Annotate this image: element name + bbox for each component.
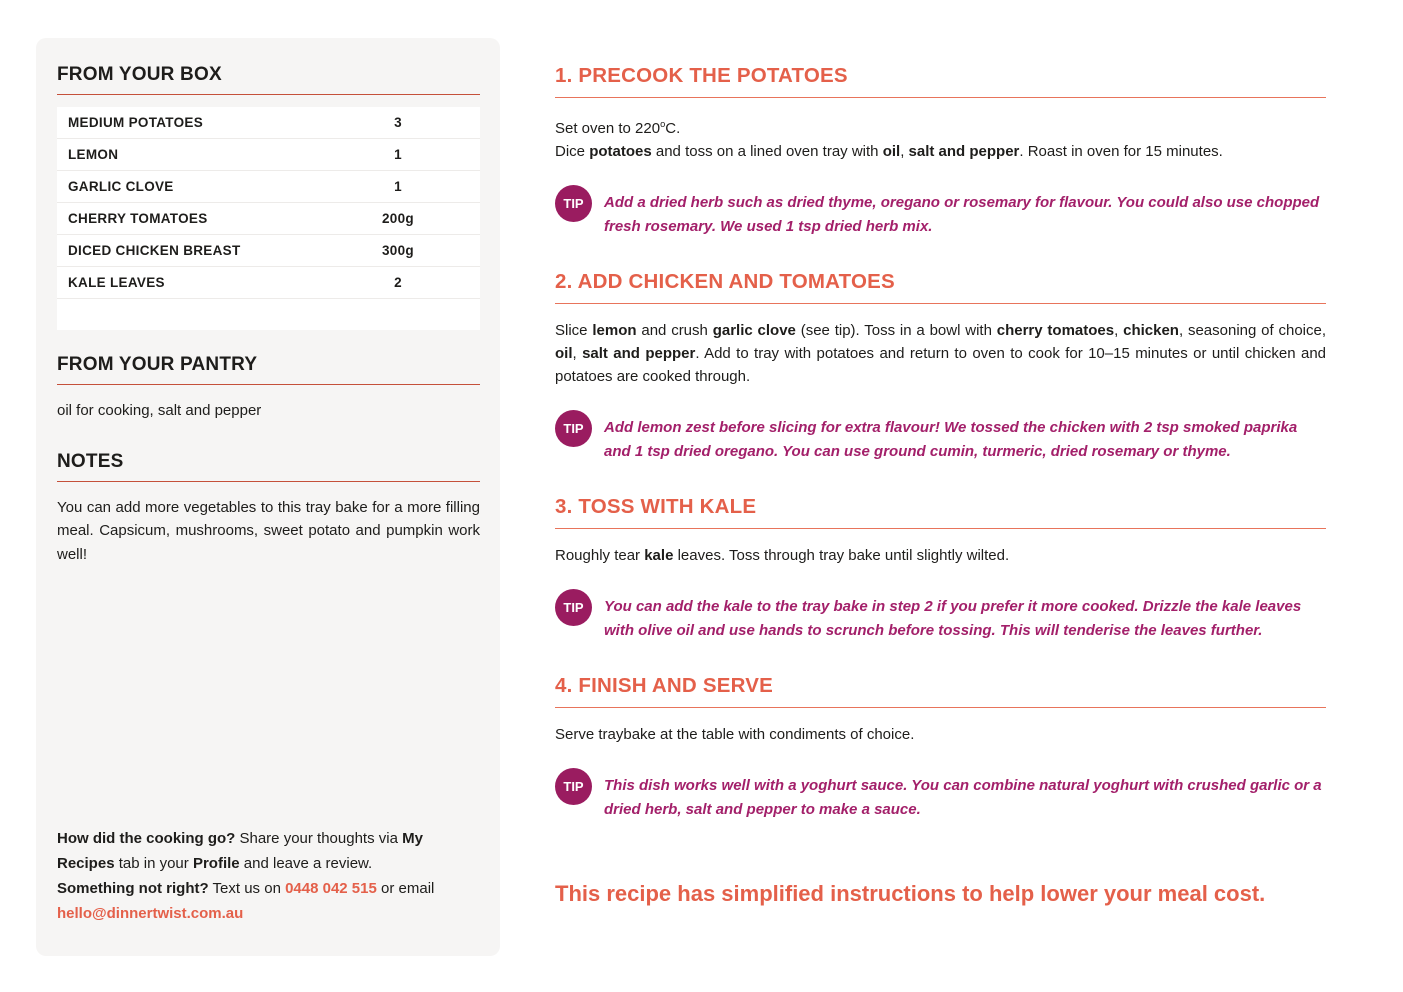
text-segment: . Roast in oven for 15 minutes. [1019,143,1223,160]
from-your-pantry-title: FROM YOUR PANTRY [57,354,258,375]
text-segment: Profile [192,855,240,872]
text-segment: leaves. Toss through tray bake until slightly wilted. [673,547,1010,564]
ingredient-amount: 1 [394,147,402,162]
ingredient-row [57,267,480,299]
step-2 [555,270,1326,463]
text-segment: and toss on a lined oven tray with [651,143,883,160]
text-segment: Share your thoughts via [235,830,403,847]
text-segment: Set oven to 220 [555,120,661,137]
text-segment: Roughly tear [555,547,645,564]
from-your-box-section [57,64,480,330]
step-3 [555,495,1326,642]
tip-3 [555,588,1326,642]
text-segment: Serve traybake at the table with condiments of choice. [555,726,915,743]
step-1 [555,64,1326,238]
text-segment: kale [644,547,674,564]
step-4 [555,674,1326,821]
text-segment: How did the cooking go? [57,830,236,847]
from-your-pantry-section [57,354,480,423]
step-2-title: 2. ADD CHICKEN AND TOMATOES [555,270,895,293]
text-segment: C. [665,120,681,137]
text-segment: , seasoning of choice, [1178,322,1327,339]
ingredient-name: LEMON [68,147,119,162]
ingredient-name: CHERRY TOMATOES [68,211,208,226]
ingredient-name: KALE LEAVES [68,275,165,290]
notes-section [57,451,480,567]
tip-badge: TIP [555,589,592,626]
text-segment: garlic clove [712,322,796,339]
step-3-text [555,544,1326,567]
text-segment: salt and pepper [582,345,696,362]
text-segment: oil [882,143,901,160]
tip-3-text: You can add the kale to the tray bake in step 2 if you prefer it more cooked. Drizzle the kale leaves with olive oil and use hands to scrunch before tossing. This will tenderise the leaves further. [604,598,1302,639]
notes-text: You can add more vegetables to this tray bake for a more filling meal. Capsicum, mushrooms, sweet potato and pumpkin work well! [57,498,480,563]
ingredient-amount: 300g [382,243,414,258]
instructions-panel [555,38,1326,907]
text-segment: Something not right? [57,880,209,897]
text-segment: Text us on [208,880,286,897]
sidebar [36,38,500,956]
text-segment: My Recipes [57,830,423,872]
text-segment: potatoes [589,143,652,160]
phone-link[interactable]: 0448 042 515 [285,880,377,897]
step-2-text [555,319,1326,388]
text-segment: . Add to tray with potatoes and return to oven to cook for 10–15 minutes or until chicken and potatoes are cooked through. [555,345,1326,385]
notes-title: NOTES [57,450,124,472]
divider [57,384,480,385]
tip-4 [555,767,1326,821]
ingredient-name: DICED CHICKEN BREAST [68,243,241,258]
text-segment: o [660,119,666,129]
tip-badge: TIP [555,410,592,447]
ingredient-amount: 200g [382,211,414,226]
tip-1-text: Add a dried herb such as dried thyme, oregano or rosemary for flavour. You could also use chopped fresh rosemary. We used 1 tsp dried herb mix. [604,194,1320,235]
step-1-text [555,140,1326,163]
tip-badge: TIP [555,768,592,805]
step-1-text [555,113,1326,140]
ingredient-row [57,235,480,267]
email-link[interactable]: hello@dinnertwist.com.au [57,905,244,922]
step-4-text [555,723,1326,746]
tip-badge: TIP [555,185,592,222]
divider [555,707,1326,708]
text-segment: , [1114,322,1124,339]
simplified-instructions-note: This recipe has simplified instructions to help lower your meal cost. [555,881,1266,906]
divider [57,481,480,482]
from-your-box-title: FROM YOUR BOX [57,64,222,85]
divider [57,94,480,95]
divider [555,97,1326,98]
text-segment: and leave a review. [239,855,373,872]
text-segment: Slice [555,322,593,339]
text-segment: (see tip). Toss in a bowl with [795,322,997,339]
ingredient-row [57,107,480,139]
tip-4-text: This dish works well with a yoghurt sauce. You can combine natural yoghurt with crushed garlic or a dried herb, salt and pepper to make a sauce. [604,777,1322,818]
text-segment: oil [555,345,573,362]
ingredient-row [57,139,480,171]
ingredient-row [57,203,480,235]
ingredient-amount: 1 [394,179,402,194]
divider [555,303,1326,304]
text-segment: chicken [1123,322,1179,339]
step-1-title: 1. PRECOOK THE POTATOES [555,64,848,87]
step-3-title: 3. TOSS WITH KALE [555,495,757,518]
feedback-footer [57,826,480,926]
text-segment: , [900,143,909,160]
text-segment: lemon [592,322,637,339]
ingredient-row [57,171,480,203]
text-segment: salt and pepper [908,143,1020,160]
ingredient-name: MEDIUM POTATOES [68,115,204,130]
text-segment: tab in your [114,855,193,872]
tip-1 [555,184,1326,238]
tip-2-text: Add lemon zest before slicing for extra flavour! We tossed the chicken with 2 tsp smoked paprika and 1 tsp dried oregano. You can use ground cumin, turmeric, dried rosemary or thyme. [604,419,1298,460]
text-segment: cherry tomatoes [996,322,1115,339]
divider [555,528,1326,529]
text-segment: Dice [555,143,590,160]
text-segment: or email [376,880,435,897]
text-segment: , [572,345,583,362]
pantry-text: oil for cooking, salt and pepper [57,402,262,419]
ingredient-amount: 2 [394,275,402,290]
ingredient-name: GARLIC CLOVE [68,179,174,194]
step-4-title: 4. FINISH AND SERVE [555,674,773,697]
tip-2 [555,409,1326,463]
text-segment: and crush [636,322,713,339]
ingredients-table [57,107,480,330]
ingredient-amount: 3 [394,115,402,130]
